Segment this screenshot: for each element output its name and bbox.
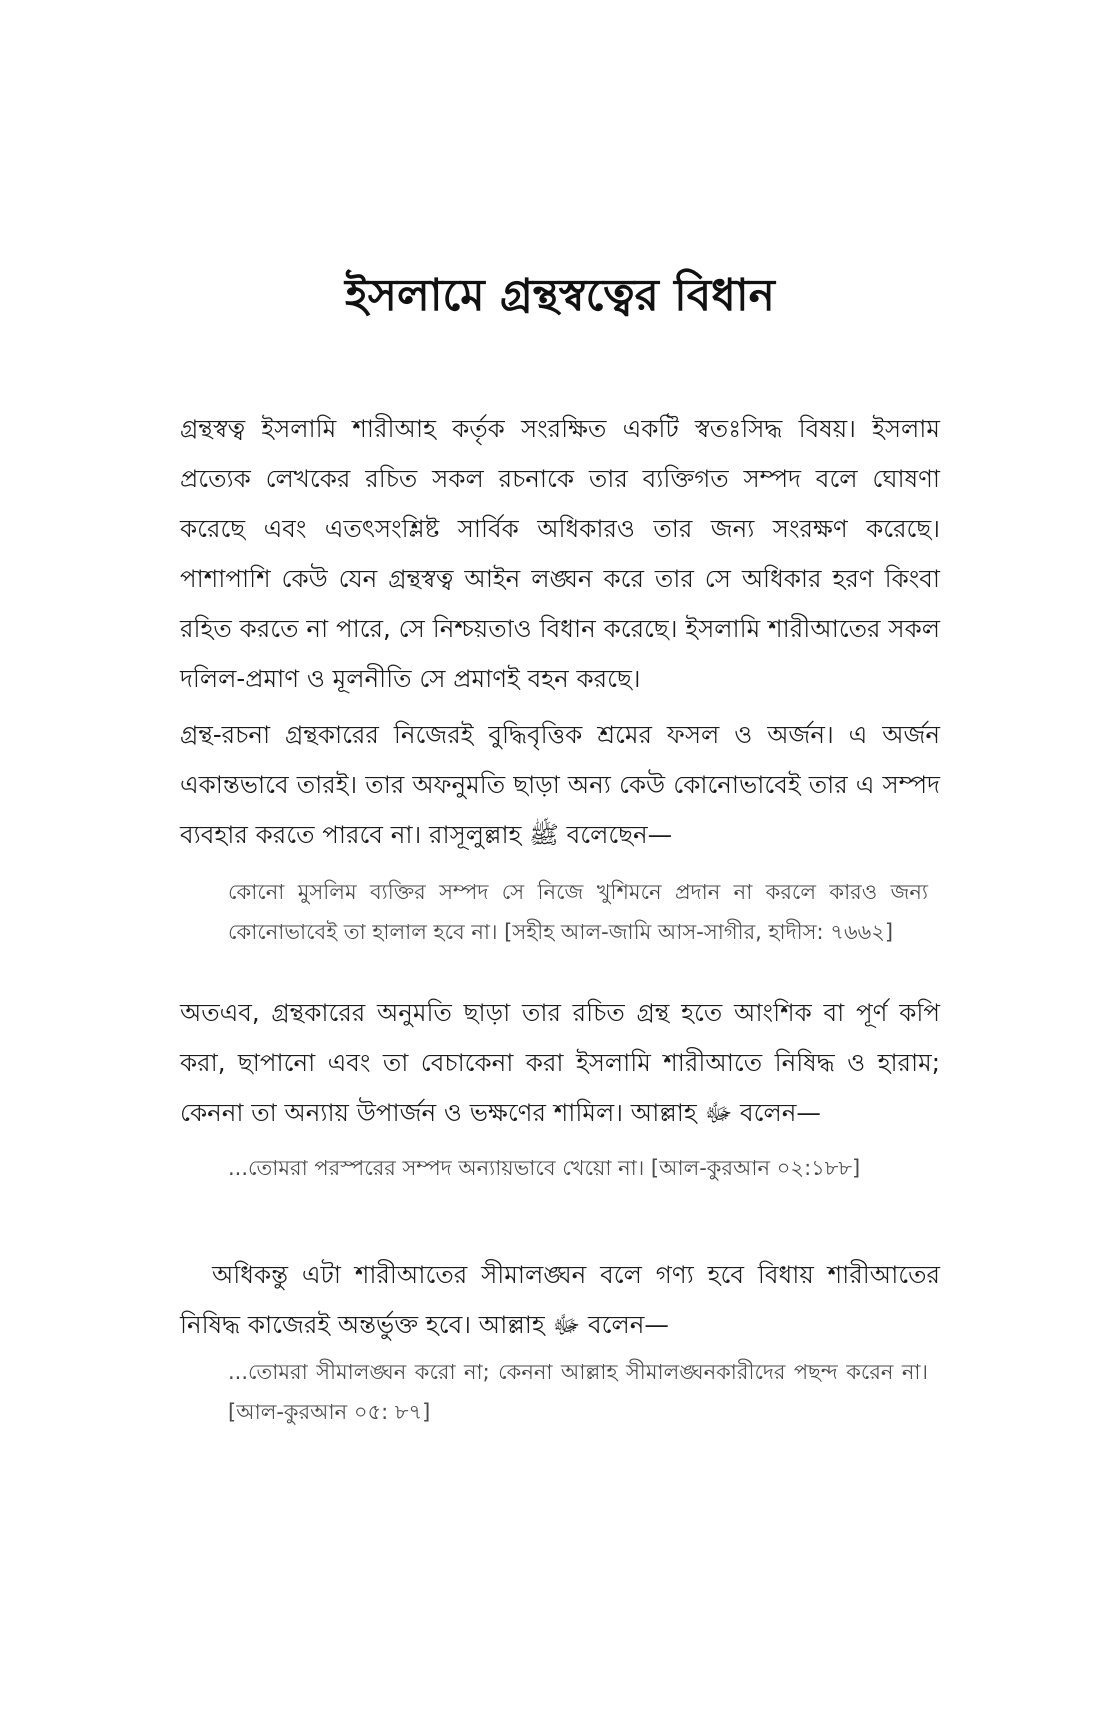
paragraph-transgression: অধিকন্তু এটা শারীআতের সীমালঙ্ঘন বলে গণ্য হবে বিধায় শারীআতের নিষিদ্ধ কাজেরই অন্তর্ভুক্ত হবে। আল্লাহ ﷻ বলেন— [180,1260,940,1339]
quran-quote-5-87: ...তোমরা সীমালঙ্ঘন করো না; কেননা আল্লাহ সীমালঙ্ঘনকারীদের পছন্দ করেন না। [আল-কুরআন ০৫: ৮৭] [228,1360,928,1424]
hadith-quote: কোনো মুসলিম ব্যক্তির সম্পদ সে নিজে খুশিমনে প্রদান না করলে কারও জন্য কোনোভাবেই তা হালাল হবে না। [সহীহ আল-জামি আস-সাগীর, হাদীস: ৭৬৬২] [228,880,928,944]
quran-quote-2-188: ...তোমরা পরস্পরের সম্পদ অন্যায়ভাবে খেয়ো না। [আল-কুরআন ০২:১৮৮] [228,1156,861,1180]
paragraph-copyright-intro: গ্রন্থস্বত্ব ইসলামি শারীআহ কর্তৃক সংরক্ষিত একটি স্বতঃসিদ্ধ বিষয়। ইসলাম প্রত্যেক লেখকের রচিত সকল রচনাকে তার ব্যক্তিগত সম্পদ বলে ঘোষণা করেছে এবং এতৎসংশ্লিষ্ট সার্বিক অধিকারও তার জন্য সংরক্ষণ করেছে। পাশাপাশি কেউ যেন গ্রন্থস্বত্ব আইন লঙ্ঘন করে তার সে অধিকার হরণ কিংবা রহিত করতে না পারে, সে নিশ্চয়তাও বিধান করেছে। ইসলামি শারীআতের সকল দলিল-প্রমাণ ও মূলনীতি সে প্রমাণই বহন করছে। [180,414,940,693]
paragraph-prohibition: অতএব, গ্রন্থকারের অনুমতি ছাড়া তার রচিত গ্রন্থ হতে আংশিক বা পূর্ণ কপি করা, ছাপানো এবং তা বেচাকেনা করা ইসলামি শারীআতে নিষিদ্ধ ও হারাম; কেননা তা অন্যায় উপার্জন ও ভক্ষণের শামিল। আল্লাহ ﷻ বলেন— [180,998,940,1127]
page-title: ইসলামে গ্রন্থস্বত্বের বিধান [345,270,775,321]
paragraph-authorship: গ্রন্থ-রচনা গ্রন্থকারের নিজেরই বুদ্ধিবৃত্তিক শ্রমের ফসল ও অর্জন। এ অর্জন একান্তভাবে তারই। তার অফনুমতি ছাড়া অন্য কেউ কোনোভাবেই তার এ সম্পদ ব্যবহার করতে পারবে না। রাসূলুল্লাহ ﷺ বলেছেন— [180,720,940,849]
